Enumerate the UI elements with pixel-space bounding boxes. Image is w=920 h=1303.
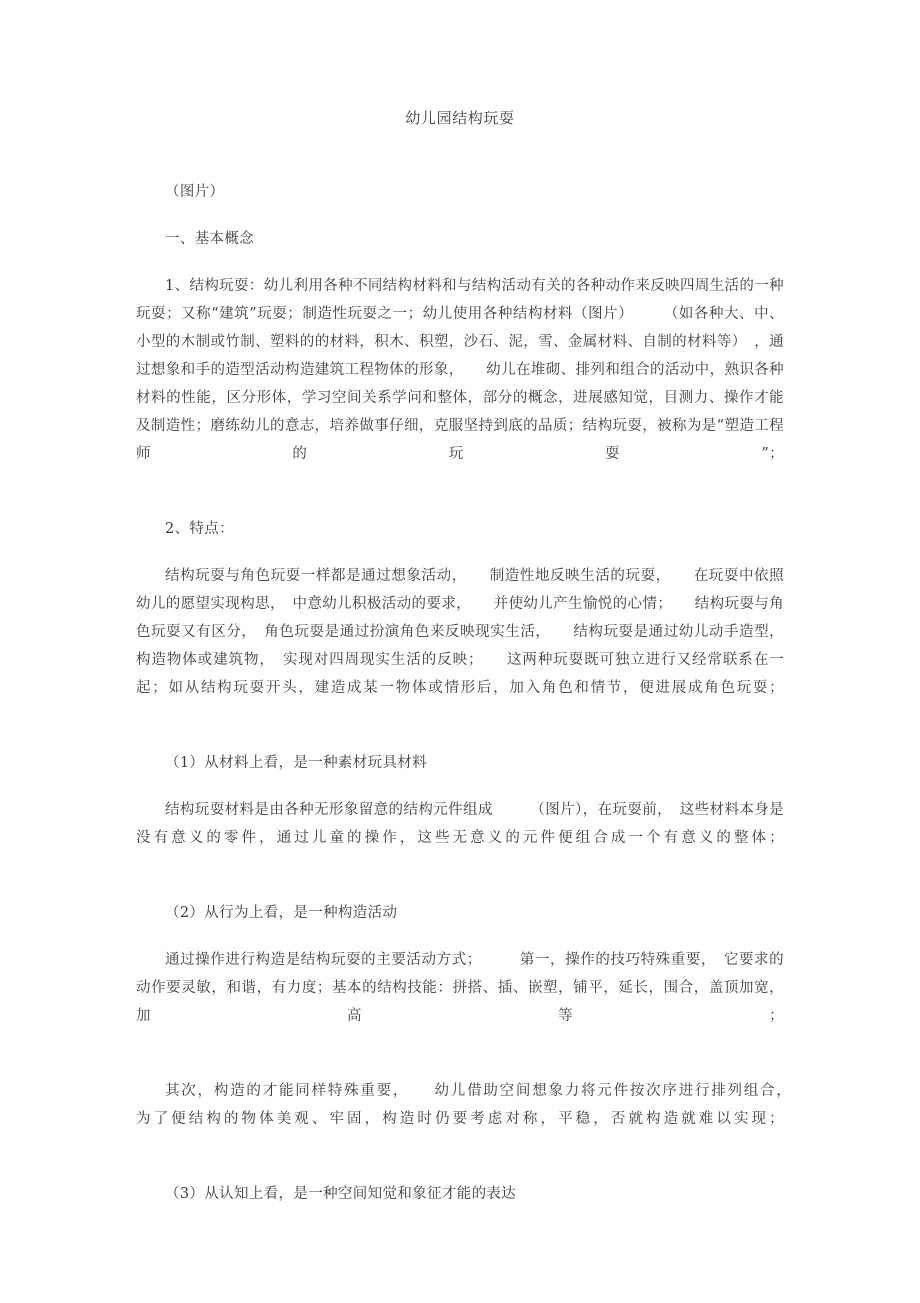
paragraph-definition: 1、结构玩耍：幼儿利用各种不同结构材料和与结构活动有关的各种动作来反映四周生活的一种玩耍；又称“建筑”玩耍；制造性玩耍之一；幼儿使用各种结构材料（图片） （如各种大、中、小型的木制或竹制、塑料的的材料，积木、积塑，沙石、泥，雪、金属材料、自制的材料等） ，通过想象和手的造型活动构造建筑工程物体的形象， 幼儿在堆砌、排列和组合的活动中，熟识各种材料的性能，区分形体，学习空间关系学问和整体，部分的概念，进展感知觉，目测力、操作才能及制造性；磨练幼儿的意志，培养做事仔细，克服坚持到底的品质；结构玩耍，被称为是“塑造工程师的玩耍”； — [136, 278, 784, 462]
page-title: 幼儿园结构玩耍 — [405, 109, 515, 127]
document-body — [136, 104, 829, 1208]
paragraph-behavior-first: 通过操作进行构造是结构玩耍的主要活动方式； 第一，操作的技巧特殊重要， 它要求的动作要灵敏，和谐，有力度；基本的结构技能：拼搭、插、嵌塑，铺平，延长，围合，盖顶加宽，加高等； — [136, 952, 784, 1024]
paragraph-features-overview: 结构玩耍与角色玩耍一样都是通过想象活动， 制造性地反映生活的玩耍， 在玩耍中依照幼儿的愿望实现构思， 中意幼儿积极活动的要求， 并使幼儿产生愉悦的心情； 结构玩耍与角色玩耍又有区分， 角色玩耍是通过扮演角色来反映现实生活， 结构玩耍是通过幼儿动手造型，构造物体或建筑物， 实现对四周现实生活的反映； 这两种玩耍既可独立进行又经常联系在一起；如从结构玩耍开头，建造成某一物体或情形后，加入角色和情节，便进展成角色玩耍； — [136, 568, 784, 696]
subsection-heading-cognition: （3）从认知上看，是一种空间知觉和象征才能的表达 — [165, 1186, 517, 1202]
section-heading-basic-concept: 一、基本概念 — [165, 231, 255, 247]
subsection-heading-behavior: （2）从行为上看，是一种构造活动 — [165, 905, 398, 921]
section-heading-features: 2、特点： — [165, 521, 234, 537]
paragraph-material: 结构玩耍材料是由各种无形象留意的结构元件组成 （图片），在玩耍前， 这些材料本身是没有意义的零件，通过儿童的操作，这些无意义的元件便组合成一个有意义的整体； — [136, 802, 784, 846]
title-spacer — [136, 132, 784, 178]
image-placeholder: （图片） — [165, 184, 225, 200]
paragraph-behavior-second: 其次，构造的才能同样特殊重要， 幼儿借助空间想象力将元件按次序进行排列组合， 为了便结构的物体美观、牢固，构造时仍要考虑对称，平稳，否就构造就难以实现； — [136, 1083, 829, 1127]
subsection-heading-material: （1）从材料上看，是一种素材玩具材料 — [165, 755, 428, 771]
